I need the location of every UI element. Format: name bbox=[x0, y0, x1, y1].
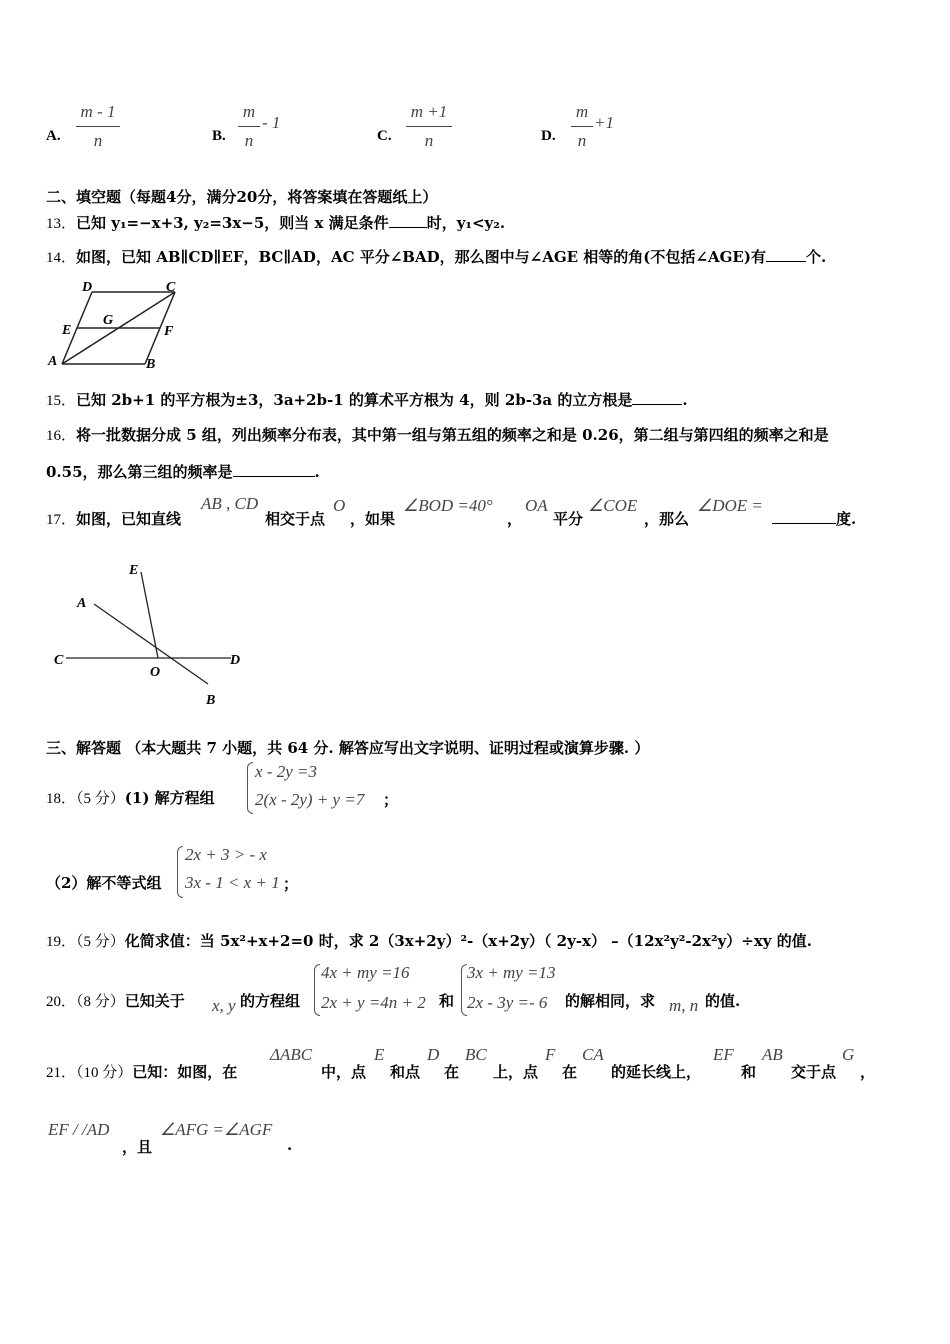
q21-math-f: F bbox=[545, 1045, 556, 1064]
q16-line1: 将一批数据分成 5 组，列出频率分布表，其中第一组与第五组的频率之和是 0.26，第二组与第四组的频率之和是 bbox=[76, 426, 829, 444]
question-16-line2 bbox=[46, 461, 320, 482]
q21-text-4: 在 bbox=[444, 1063, 460, 1081]
fig14-label-f: F bbox=[164, 324, 174, 339]
q16-tail: . bbox=[314, 463, 320, 481]
q15-number: 15． bbox=[46, 393, 77, 409]
q21-lead bbox=[46, 1061, 237, 1082]
q21-math-triangle-abc: ΔABC bbox=[270, 1045, 313, 1064]
q14-number: 14． bbox=[46, 250, 77, 266]
q15-text: 已知 2b+1 的平方根为±3，3a+2b-1 的算术平方根为 4，则 2b-3a 的立方根是 bbox=[76, 391, 633, 409]
question-19 bbox=[46, 930, 812, 951]
fig17-label-e: E bbox=[129, 563, 139, 578]
q21-text-6: 在 bbox=[562, 1063, 578, 1081]
q20-text-3: 和 bbox=[439, 992, 455, 1010]
q14-tail: 个. bbox=[805, 248, 827, 266]
q20-text-1: 已知关于 bbox=[124, 992, 185, 1010]
question-13 bbox=[46, 212, 505, 233]
q20-lead bbox=[46, 990, 185, 1011]
q21-text-10: ， bbox=[860, 1063, 876, 1081]
q17-math-ab-cd: AB , CD bbox=[201, 494, 259, 513]
q17-tail: 度. bbox=[836, 510, 857, 528]
q21-text-3: 和点 bbox=[390, 1063, 421, 1081]
q20-text-4: 的解相同，求 bbox=[565, 992, 656, 1010]
q18-system-brace bbox=[247, 762, 253, 814]
q21-math-angle-equality: ∠AFG =∠AGF bbox=[160, 1120, 273, 1139]
fig17-line-oe bbox=[141, 572, 158, 658]
q20-number: 20． bbox=[46, 994, 77, 1010]
q21-math-ef: EF bbox=[713, 1045, 734, 1064]
option-b-numerator: m bbox=[242, 102, 256, 121]
q13-answer-blank bbox=[389, 227, 427, 228]
q21-score: （10 分） bbox=[76, 1065, 133, 1081]
option-c-fraction bbox=[406, 102, 452, 151]
figure-17-lines bbox=[46, 556, 256, 716]
option-d-numerator: m bbox=[575, 102, 589, 121]
q17-answer-blank bbox=[772, 523, 836, 524]
q18-equation-1: x - 2y =3 bbox=[255, 762, 317, 781]
fig17-label-o: O bbox=[150, 665, 161, 680]
fig17-label-b: B bbox=[206, 693, 216, 708]
option-a-label: A. bbox=[46, 128, 61, 144]
fig14-label-g: G bbox=[103, 313, 114, 328]
q21-math-ef-parallel-ad: EF / /AD bbox=[48, 1120, 110, 1139]
option-b-tail: - 1 bbox=[262, 113, 281, 132]
q17-text-1: 如图，已知直线 bbox=[76, 510, 182, 528]
section2-title: 二、填空题（每题4分，满分20分，将答案填在答题纸上） bbox=[46, 188, 438, 206]
q19-score: （5 分） bbox=[76, 934, 125, 950]
q20-text-2: 的方程组 bbox=[240, 992, 301, 1010]
q17-math-angle-bod: ∠BOD =40° bbox=[403, 496, 493, 515]
q14-text: 如图，已知 AB∥CD∥EF，BC∥AD，AC 平分∠BAD，那么图中与∠AGE 相等的角(不包括∠AGE)有 bbox=[76, 248, 766, 266]
q18-inequality-2: 3x - 1 < x + 1 bbox=[185, 873, 280, 892]
q21-text-12: . bbox=[287, 1136, 293, 1154]
q17-text-4: ， bbox=[507, 510, 523, 528]
q17-text-6: ，那么 bbox=[644, 510, 690, 528]
fig14-label-d: D bbox=[82, 280, 93, 295]
q18-inequality-brace bbox=[177, 846, 183, 898]
q17-text-3: ，如果 bbox=[350, 510, 396, 528]
q17-number: 17． bbox=[46, 512, 77, 528]
q17-text-5: 平分 bbox=[553, 510, 584, 528]
q20-math-xy: x, y bbox=[212, 996, 236, 1015]
option-a-fraction bbox=[76, 102, 120, 151]
option-c-denominator: n bbox=[424, 131, 434, 150]
q21-math-ca: CA bbox=[582, 1045, 604, 1064]
q16-number: 16． bbox=[46, 428, 77, 444]
q16-answer-blank bbox=[233, 476, 315, 477]
q21-math-ab: AB bbox=[762, 1045, 783, 1064]
fig14-label-a: A bbox=[48, 354, 58, 369]
option-d-tail: +1 bbox=[594, 113, 614, 132]
q17-math-o: O bbox=[333, 496, 346, 515]
q21-math-d: D bbox=[427, 1045, 440, 1064]
q18-inequality-1: 2x + 3 > - x bbox=[185, 845, 267, 864]
q18-equation-2: 2(x - 2y) + y =7 bbox=[255, 790, 365, 809]
q18-number: 18． bbox=[46, 791, 77, 807]
q19-text: 化简求值：当 5x²+x+2=0 时，求 2（3x+2y）²-（x+2y）（ 2y-x） –（12x²y²-2x²y）÷xy 的值. bbox=[124, 932, 812, 950]
option-b-denominator: n bbox=[244, 131, 254, 150]
question-14 bbox=[46, 246, 826, 267]
q21-math-e: E bbox=[374, 1045, 385, 1064]
option-d-label: D. bbox=[541, 128, 556, 144]
fig14-label-e: E bbox=[62, 323, 72, 338]
q16-line2: 0.55，那么第三组的频率是 bbox=[46, 463, 233, 481]
q18-score: （5 分） bbox=[76, 791, 125, 807]
section3-title: 三、解答题 （本大题共 7 小题，共 64 分. 解答应写出文字说明、证明过程或演算步骤. ） bbox=[46, 739, 650, 757]
q20-system1-eq2: 2x + y =4n + 2 bbox=[321, 993, 426, 1012]
q18-part2-label: （2）解不等式组 bbox=[46, 874, 162, 892]
q21-text-9: 交于点 bbox=[791, 1063, 837, 1081]
q17-number-and-lead bbox=[46, 508, 181, 529]
q21-text-7: 的延长线上， bbox=[611, 1063, 702, 1081]
q17-math-oa: OA bbox=[525, 496, 548, 515]
q18-separator-1: ； bbox=[383, 791, 399, 809]
q21-text-1: 已知：如图，在 bbox=[132, 1063, 238, 1081]
fig14-label-b: B bbox=[146, 357, 156, 372]
option-d-fraction bbox=[571, 102, 593, 151]
q21-math-bc: BC bbox=[465, 1045, 487, 1064]
option-a-denominator: n bbox=[93, 131, 103, 150]
q17-text-2: 相交于点 bbox=[265, 510, 326, 528]
q17-answer-area bbox=[772, 508, 856, 529]
q19-number: 19． bbox=[46, 934, 77, 950]
q15-tail: . bbox=[682, 391, 688, 409]
question-16-line1 bbox=[46, 424, 829, 445]
option-b-label: B. bbox=[212, 128, 226, 144]
fig17-label-a: A bbox=[77, 596, 87, 611]
option-c-label: C. bbox=[377, 128, 392, 144]
fig17-label-d: D bbox=[230, 653, 241, 668]
q18-lead bbox=[46, 787, 215, 808]
q18-separator-2: ； bbox=[283, 875, 299, 893]
option-b-fraction bbox=[238, 102, 260, 151]
q20-score: （8 分） bbox=[76, 994, 125, 1010]
option-d-denominator: n bbox=[577, 131, 587, 150]
q21-text-11: ，且 bbox=[122, 1138, 153, 1156]
q20-system1-brace bbox=[314, 964, 320, 1016]
q13-tail: 时，y₁<y₂. bbox=[426, 214, 506, 232]
q13-text: 已知 y₁=−x+3, y₂=3x−5，则当 x 满足条件 bbox=[76, 214, 389, 232]
q15-answer-blank bbox=[632, 404, 682, 405]
q20-system2-eq2: 2x - 3y =- 6 bbox=[467, 993, 548, 1012]
fig17-label-c: C bbox=[54, 653, 64, 668]
q18-part1-label: (1) 解方程组 bbox=[124, 789, 215, 807]
q21-number: 21． bbox=[46, 1065, 77, 1081]
q20-system1-eq1: 4x + my =16 bbox=[321, 963, 410, 982]
fig14-label-c: C bbox=[166, 280, 176, 295]
q17-math-angle-coe: ∠COE bbox=[588, 496, 638, 515]
q20-system2-eq1: 3x + my =13 bbox=[467, 963, 556, 982]
q21-text-2: 中，点 bbox=[321, 1063, 367, 1081]
option-c-numerator: m +1 bbox=[410, 102, 448, 121]
option-a-numerator: m - 1 bbox=[80, 102, 116, 121]
figure-14-parallelogram bbox=[40, 276, 200, 376]
q21-math-g: G bbox=[842, 1045, 855, 1064]
q21-text-5: 上，点 bbox=[493, 1063, 539, 1081]
q21-text-8: 和 bbox=[741, 1063, 757, 1081]
q20-text-5: 的值. bbox=[705, 992, 741, 1010]
q13-number: 13． bbox=[46, 216, 77, 232]
question-15 bbox=[46, 389, 688, 410]
q17-math-angle-doe: ∠DOE = bbox=[697, 496, 763, 515]
q14-answer-blank bbox=[766, 261, 806, 262]
q20-math-mn: m, n bbox=[669, 996, 699, 1015]
